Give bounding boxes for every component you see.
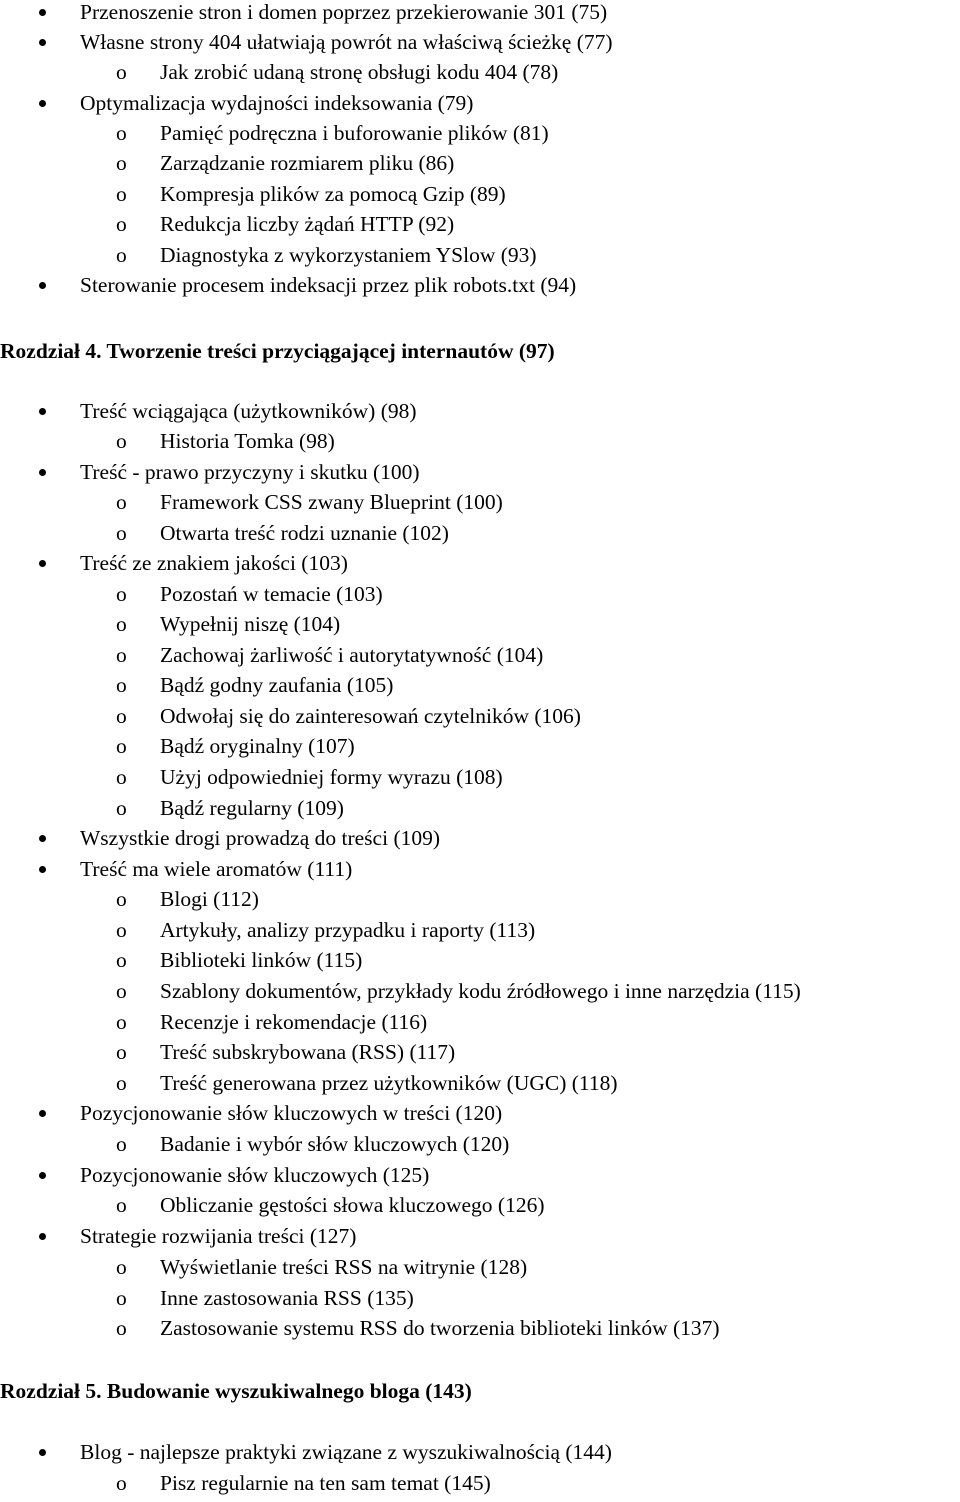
bullet-icon — [39, 1233, 46, 1240]
item-text: Zachowaj żarliwość i autorytatywność (104) — [160, 643, 544, 667]
item-text: Bądź regularny (109) — [160, 796, 344, 820]
circle-bullet-icon: o — [116, 643, 127, 667]
circle-bullet-icon: o — [116, 1316, 127, 1340]
bullet-icon — [39, 100, 46, 107]
bullet-icon — [39, 835, 46, 842]
item-text: Otwarta treść rodzi uznanie (102) — [160, 521, 449, 545]
circle-bullet-icon: o — [116, 1193, 127, 1217]
item-text: Inne zastosowania RSS (135) — [160, 1286, 414, 1310]
item-text: Strategie rozwijania treści (127) — [80, 1224, 357, 1248]
circle-bullet-icon: o — [116, 979, 127, 1003]
circle-bullet-icon: o — [116, 212, 127, 236]
item-text: Własne strony 404 ułatwiają powrót na właściwą ścieżkę (77) — [80, 30, 613, 54]
item-text: Bądź oryginalny (107) — [160, 734, 355, 758]
item-text: Badanie i wybór słów kluczowych (120) — [160, 1132, 510, 1156]
bullet-icon — [39, 1172, 46, 1179]
item-text: Treść wciągająca (użytkowników) (98) — [80, 399, 417, 423]
item-text: Treść ze znakiem jakości (103) — [80, 551, 348, 575]
item-text: Treść - prawo przyczyny i skutku (100) — [80, 460, 420, 484]
item-text: Blog - najlepsze praktyki związane z wyszukiwalnością (144) — [80, 1440, 612, 1464]
bullet-icon — [39, 408, 46, 415]
circle-bullet-icon: o — [116, 1255, 127, 1279]
item-text: Treść subskrybowana (RSS) (117) — [160, 1040, 456, 1064]
circle-bullet-icon: o — [116, 182, 127, 206]
item-text: Odwołaj się do zainteresowań czytelników (106) — [160, 704, 581, 728]
circle-bullet-icon: o — [116, 765, 127, 789]
bullet-icon — [39, 866, 46, 873]
item-text: Pamięć podręczna i buforowanie plików (81) — [160, 121, 549, 145]
bullet-icon — [39, 560, 46, 567]
circle-bullet-icon: o — [116, 582, 127, 606]
bullet-icon — [39, 469, 46, 476]
circle-bullet-icon: o — [116, 1040, 127, 1064]
item-text: Wszystkie drogi prowadzą do treści (109) — [80, 826, 441, 850]
item-text: Artykuły, analizy przypadku i raporty (113) — [160, 918, 536, 942]
item-text: Pozostań w temacie (103) — [160, 582, 383, 606]
circle-bullet-icon: o — [116, 243, 127, 267]
item-text: Treść generowana przez użytkowników (UGC) (118) — [160, 1071, 618, 1095]
item-text: Diagnostyka z wykorzystaniem YSlow (93) — [160, 243, 537, 267]
bullet-icon — [39, 282, 46, 289]
circle-bullet-icon: o — [116, 1286, 127, 1310]
circle-bullet-icon: o — [116, 918, 127, 942]
item-text: Bądź godny zaufania (105) — [160, 673, 394, 697]
circle-bullet-icon: o — [116, 121, 127, 145]
circle-bullet-icon: o — [116, 734, 127, 758]
item-text: Redukcja liczby żądań HTTP (92) — [160, 212, 455, 236]
circle-bullet-icon: o — [116, 612, 127, 636]
circle-bullet-icon: o — [116, 1010, 127, 1034]
item-text: Zarządzanie rozmiarem pliku (86) — [160, 151, 455, 175]
circle-bullet-icon: o — [116, 948, 127, 972]
item-text: Blogi (112) — [160, 887, 259, 911]
circle-bullet-icon: o — [116, 1132, 127, 1156]
bullet-icon — [39, 1110, 46, 1117]
item-text: Użyj odpowiedniej formy wyrazu (108) — [160, 765, 503, 789]
chapter-title: Rozdział 4. Tworzenie treści przyciągającej internautów (97) — [0, 339, 555, 363]
circle-bullet-icon: o — [116, 490, 127, 514]
item-text: Optymalizacja wydajności indeksowania (79) — [80, 91, 474, 115]
circle-bullet-icon: o — [116, 60, 127, 84]
item-text: Pozycjonowanie słów kluczowych (125) — [80, 1163, 430, 1187]
circle-bullet-icon: o — [116, 704, 127, 728]
circle-bullet-icon: o — [116, 796, 127, 820]
circle-bullet-icon: o — [116, 151, 127, 175]
item-text: Recenzje i rekomendacje (116) — [160, 1010, 428, 1034]
bullet-icon — [39, 9, 46, 16]
item-text: Framework CSS zwany Blueprint (100) — [160, 490, 503, 514]
circle-bullet-icon: o — [116, 1471, 127, 1495]
circle-bullet-icon: o — [116, 887, 127, 911]
circle-bullet-icon: o — [116, 429, 127, 453]
item-text: Szablony dokumentów, przykłady kodu źródłowego i inne narzędzia (115) — [160, 979, 801, 1003]
item-text: Zastosowanie systemu RSS do tworzenia biblioteki linków (137) — [160, 1316, 720, 1340]
circle-bullet-icon: o — [116, 673, 127, 697]
item-text: Wyświetlanie treści RSS na witrynie (128) — [160, 1255, 528, 1279]
item-text: Biblioteki linków (115) — [160, 948, 363, 972]
bullet-icon — [39, 39, 46, 46]
item-text: Pozycjonowanie słów kluczowych w treści (120) — [80, 1101, 503, 1125]
circle-bullet-icon: o — [116, 1071, 127, 1095]
item-text: Treść ma wiele aromatów (111) — [80, 857, 353, 881]
item-text: Kompresja plików za pomocą Gzip (89) — [160, 182, 506, 206]
item-text: Jak zrobić udaną stronę obsługi kodu 404 (78) — [160, 60, 559, 84]
item-text: Pisz regularnie na ten sam temat (145) — [160, 1471, 491, 1495]
item-text: Przenoszenie stron i domen poprzez przekierowanie 301 (75) — [80, 0, 608, 24]
item-text: Sterowanie procesem indeksacji przez plik robots.txt (94) — [80, 273, 577, 297]
circle-bullet-icon: o — [116, 521, 127, 545]
item-text: Wypełnij niszę (104) — [160, 612, 341, 636]
bullet-icon — [39, 1449, 46, 1456]
item-text: Obliczanie gęstości słowa kluczowego (126) — [160, 1193, 545, 1217]
item-text: Historia Tomka (98) — [160, 429, 335, 453]
chapter-title: Rozdział 5. Budowanie wyszukiwalnego bloga (143) — [0, 1379, 472, 1403]
